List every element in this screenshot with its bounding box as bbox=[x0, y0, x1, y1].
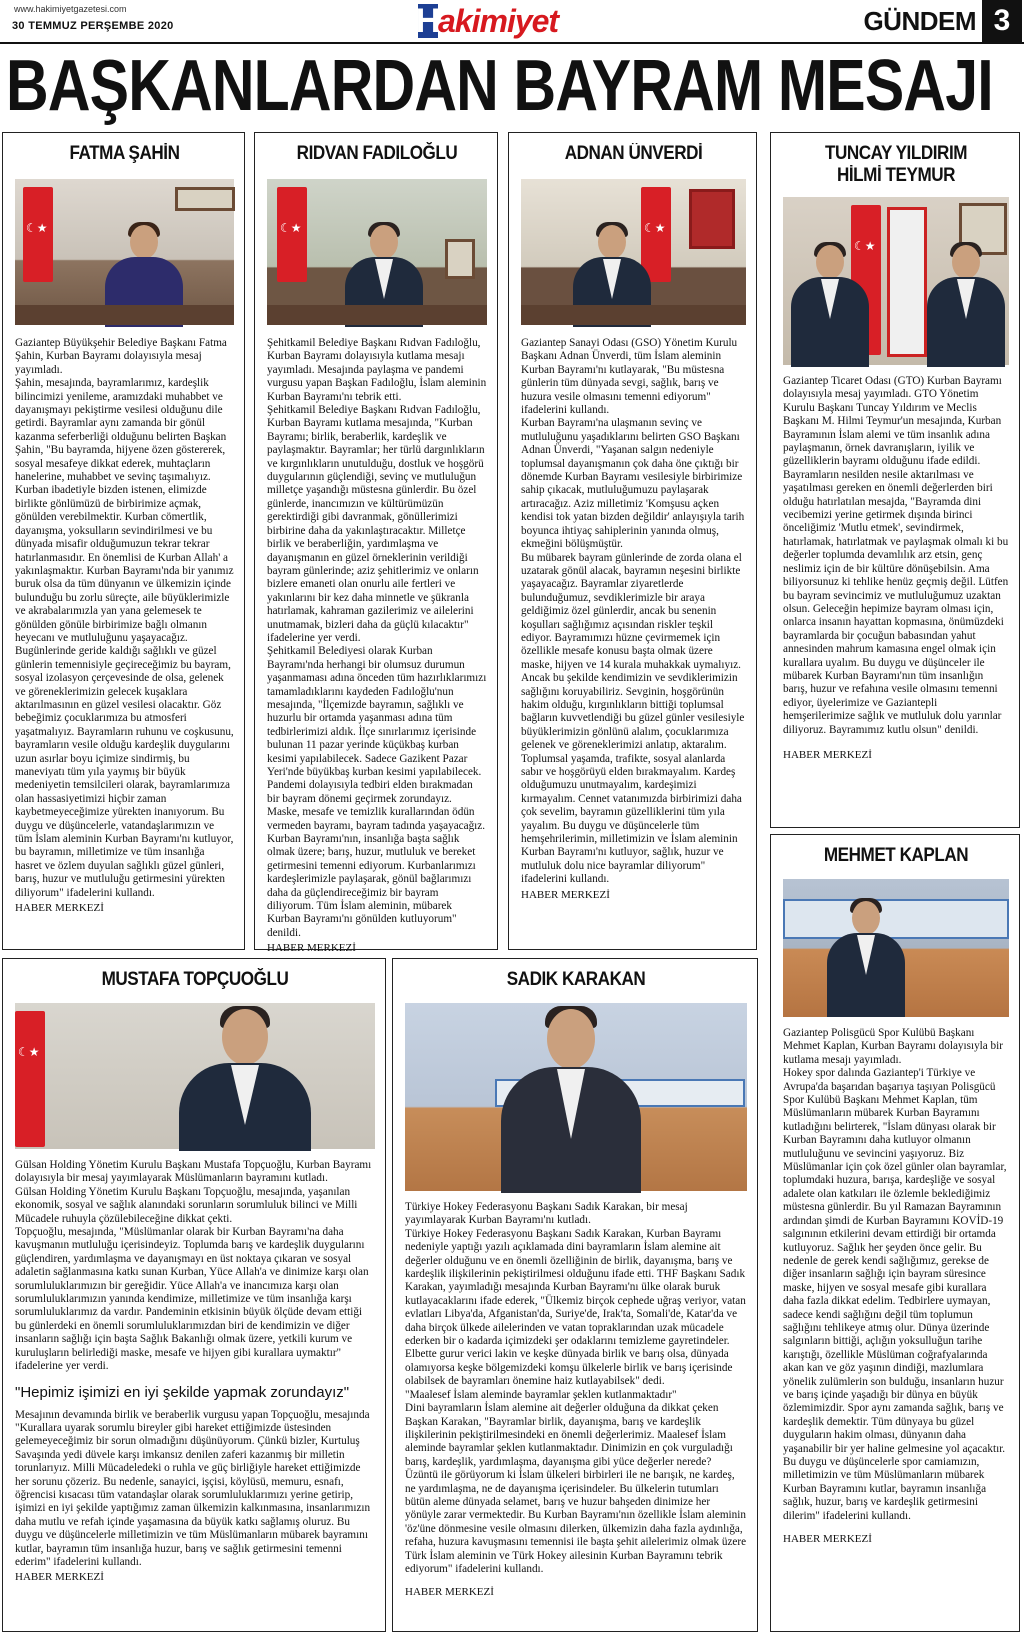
article-ridvan-fadiloglu bbox=[254, 132, 498, 955]
newspaper-logo[interactable] bbox=[415, 1, 604, 40]
article-body: Gaziantep Büyükşehir Belediye Başkanı Fatma Şahin, Kurban Bayramı dolayısıyla mesaj yayımladı. Şahin, mesajında, bayramlarımız, kardeşlik bilincimizi yenileme, aramızdaki muhabbet ve dayanışmayı pekiştirme vesilesi olduğunu dile getirdi. Bayramlar aynı zamanda bir gönül kazanma seferberliği olduğunu belirten Başkan Şahin, "Bu bayramda, hijyene özen göstererek, sosyal mesafeye dikkat ederek, muhtaçların hanelerine, muhabbet ve sevinç taşımalıyız. Kurban ibadetiyle bizden istenen, elimizde birlikte gönlümüzü de birbirimize açmak, gönülden verebilmektir. Kurban cömertlik, dayanışma, yoksulların sevindirilmesi ve bu dünyada misafir olduğumuzun tekrar tekrar hatırlanmasıdır. En önemlisi de Kurban Allah' a yakınlaşmaktır. Kurban Bayramı'nda bir yanımız buruk olsa da tüm dünyanın ve ülkemizin içinde bulunduğu bu zorlu süreçte, aile büyüklerimizle ve akrabalarımızla yan yana gelemesek te gönülden gönüle birbirimize bağlı olmanın heyecanı ve mutluluğunu yaşayacağız. Bugünlerinde geride kaldığı sağlıklı ve güzel günlerin temennisiyle geçireceğimiz bu bayram, sosyal izolasyon çerçevesinde de olsa, gelenek ve göreneklerimizin gelecek kuşaklara aktarılmasının en güzel vesilesi olacaktır. Göz bebeğimiz çocuklarımıza bu atmosferi yaşatmalıyız. Bayramların ruhunu ve coşkusunu, bayramların vesile olduğu kardeşlik duygularını uzun asırlar boyu içimize sindirmiş, bu maneviyatı tüm yıla yaymış bir büyük medeniyetin temsilcileri olarak, bayramlarımıza olan hassasiyetimizi hiçbir zaman kaybetmeyeceğimize yürekten inanıyorum. Bu duygu ve düşüncelerle, vatandaşlarımızın ve tüm İslam aleminin Kurban Bayramı'nı kutluyor, bu bayramın, milletimize ve tüm insanlığa hasret ve özlem duyulan sağlıklı güzel günleri, barış, huzur ve mutluluğu getirmesini yürekten diliyorum" ifadelerini kullandı. bbox=[15, 337, 234, 899]
photo-sadik-karakan bbox=[405, 1003, 747, 1191]
photo-adnan-unverdi bbox=[521, 179, 746, 325]
desk bbox=[267, 305, 487, 325]
article-subheading: "Hepimiz işimizi en iyi şekilde yapmak zorundayız" bbox=[15, 1383, 350, 1401]
person-figure bbox=[175, 1009, 315, 1149]
issue-date: 30 TEMMUZ PERŞEMBE 2020 bbox=[12, 20, 174, 32]
wall-portrait bbox=[445, 239, 475, 279]
wall-emblem bbox=[689, 189, 735, 249]
article-body: Gaziantep Sanayi Odası (GSO) Yönetim Kurulu Başkanı Adnan Ünverdi, tüm İslam aleminin Kurban Bayramı'nı kutlayarak, "Bu müstesna günlerin tüm dünyada sevgi, sağlık, barış ve huzura vesile olmasını temenni ediyorum" ifadelerini kullandı. Kurban Bayramı'na ulaşmanın sevinç ve mutluluğunu yaşadıklarını belirten GSO Başkanı Adnan Ünverdi, "Yaşanan salgın nedeniyle toplumsal dayanışmanın çok daha öne çıktığı bir dönemde Kurban Bayramı vesilesiyle birbirimize sahip çıkacak, mutluluğumuzu paylaşarak artıracağız. Aziz milletimiz 'Komşusu açken kendisi tok yatan bizden değildir' anlayışıyla tarih boyunca ihtiyaç sahiplerinin yanında olmuş, ekmeğini bölüşmüştür. Bu mübarek bayram günlerinde de zorda olana el uzatarak gönül alacak, bayramın neşesini birlikte yaşayacağız. Bayramlar ziyaretlerde bulunduğumuz, sevdiklerimizle bir araya geldiğimiz özel günlerdir, ancak bu senenin koşulları sağlığımız açısından riskler teşkil ediyor. Bayramımızı hüzne çevirmemek için özellikle mesafe konusu başta olmak üzere maske, hijyen ve 14 kurala muhakkak uymalıyız. Ancak bu şekilde kendimizin ve sevdiklerimizin sağlığını koruyabiliriz. Sevginin, hoşgörünün hakim olduğu, kırgınlıkların bittiği toplumsal bağların kuvvetlendiği bu güzel günler vesilesiyle büyüklerimizin gönlünü alalım, çocuklarımıza gelenek ve göreneklerimizi anlatıp, aktaralım. Toplumsal yaşamda, trafikte, sosyal alanlarda sabır ve hoşgörüyü elden bırakmayalım. Kardeş olduğumuzu unutmayalım, kardeşimizi kırmayalım. Cennet vatanımızda birbirimizi daha çok sevelim, bayramın güzelliklerini tüm yıla yayalım. Bu duygu ve düşüncelerle tüm hemşehrilerimin, milletimizin ve İslam aleminin Kurban Bayramı'nı kutluyor, sağlık, huzur ve mutluluk dolu nice bayramlar diliyorum" ifadelerini kullandı. bbox=[521, 337, 745, 886]
article-title-1: TUNCAY YILDIRIM bbox=[824, 143, 968, 164]
turkish-flag-icon bbox=[15, 1011, 45, 1147]
logo-wordmark: akimiyet bbox=[438, 2, 559, 39]
turkish-flag-icon bbox=[277, 187, 307, 282]
article-sadik-karakan bbox=[392, 958, 758, 1632]
gto-emblem-banner bbox=[887, 207, 927, 357]
face bbox=[222, 1009, 268, 1065]
section-label: GÜNDEM bbox=[863, 6, 976, 36]
article-adnan-unverdi bbox=[508, 132, 757, 950]
article-title: ADNAN ÜNVERDİ bbox=[564, 143, 703, 164]
face bbox=[547, 1009, 595, 1069]
face bbox=[370, 225, 398, 259]
article-body: Şehitkamil Belediye Başkanı Rıdvan Fadıloğlu, Kurban Bayramı dolayısıyla kutlama mesajı yayımladı. Mesajında paylaşma ve pandemi vurgusu yapan Başkan Fadıloğlu, İslam aleminin Kurban Bayramı'nı tebrik etti. Şehitkamil Belediye Başkanı Rıdvan Fadıloğlu, Kurban Bayramı kutlama mesajında, "Kurban Bayramı; birlik, beraberlik, kardeşlik ve paylaşmaktır. Bayramlar; her türlü dargınlıkların ve kırgınlıkların unutulduğu, dostluk ve hoşgörü duygularının güçlendiği, sevinç ve mutluluğun milletçe yaşandığı müstesna günlerdir. Bu özel günlerde, inancımızın ve kültürümüzün gerektirdiği gibi davranmak, gönüllerimizi birbirine daha da yakınlaştıracaktır. Milletçe birlik ve beraberliğin, yardımlaşma ve dayanışmanın en güzel örneklerinin verildiği bayram günlerinde; aziz şehitlerimiz ve onların bizlere emaneti olan onurlu aile fertleri ve yakınlarını bir kez daha minnetle ve şükranla hatırlamak, kahraman gazilerimiz ve ailelerini unutmamak, bizleri daha da güçlü kılacaktır" ifadelerine yer verdi. Şehitkamil Belediyesi olarak Kurban Bayramı'nda herhangi bir olumsuz durumun yaşanmaması adına önceden tüm hazırlıklarımızı tamamladıklarını kaydeden Fadıloğlu'nun mesajında, "İlçemizde bayramın, sağlıklı ve huzurlu bir ortamda yaşanması adına tüm tedbirlerimizi aldık. İlçe sınırlarımız içerisinde bulunan 11 pazar yerinde küçükbaş kurban kesimi yapılabilecek. Sadece Gazikent Pazar Yeri'nde büyükbaş kurban kesimi yapılabilecek. Pandemi dolayısıyla tedbiri elden bırakmadan bir bayram dönemi geçirmek zorundayız. Maske, mesafe ve temizlik kurallarından ödün vermeden bayramı, bayram tadında yaşayacağız. Kurban Bayramı'nın, insanlığa başta sağlık olmak üzere; barış, huzur, mutluluk ve bereket getirmesini temenni ediyorum. Kurbanlarımızı kardeşlerimizle paylaşarak, gönül bağlarımızı daha da güçlendireceğimiz bir bayram diliyorum. Tüm İslam aleminin, mübarek Kurban Bayramı'nı gönülden kutluyorum" denildi. bbox=[267, 337, 487, 939]
face bbox=[598, 225, 626, 259]
page-headline: BAŞKANLARDAN BAYRAM MESAJI bbox=[6, 46, 993, 126]
photo-mehmet-kaplan bbox=[783, 879, 1009, 1017]
article-title: FATMA ŞAHİN bbox=[69, 143, 180, 164]
photo-ridvan-fadiloglu bbox=[267, 179, 487, 325]
article-body-part1: Gülsan Holding Yönetim Kurulu Başkanı Mustafa Topçuoğlu, Kurban Bayramı dolayısıyla bir mesaj yayımlayarak Müslümanların bayramını kutladı. Gülsan Holding Yönetim Kurulu Başkanı Topçuoğlu, mesajında, yaşanılan ekonomik, sosyal ve sağlık alanındaki sorunların sorumluluk bilinci ve Milli Mücadele ruhuyla çözülebileceğine dikkat çekti. Topçuoğlu, mesajında, "Müslümanlar olarak bir Kurban Bayramı'na daha kavuşmanın mutluluğu içerisindeyiz. Toplumda barış ve kardeşlik duygularını güçlendiren, yardımlaşma ve dayanışmayı en üst noktaya çıkaran ve sosyal adaletin sağlanmasına katkı sunan Kurban, Yüce Allah'a ve dinimize karşı olan sorumluluklarımızın bir gereğidir. Yüce Allah'a ve inancımıza karşı olan sorumluluklarımızın yanında kendimize, milletimize ve tüm insanlığa karşı sorumluluklarımız da vardır. Pandeminin etkisinin büyük ölçüde devam ettiği bu günlerdeki en önemli sorumluluklarımızdan biri de kendimizin ve diğer insanların sağlığı için başta Sağlık Bakanlığı olmak üzere, yetkili kurum ve kuruluşların belirlediği maske, mesafe ve hijyen gibi kurallara uymaktır" ifadelerine yer verdi. bbox=[15, 1159, 372, 1373]
page-number: 3 bbox=[982, 0, 1022, 42]
person-figure bbox=[823, 901, 907, 1017]
desk bbox=[15, 305, 234, 325]
face bbox=[952, 245, 980, 279]
person-figure bbox=[495, 1009, 645, 1191]
logo-h-mark: H bbox=[415, 1, 441, 40]
article-fatma-sahin bbox=[2, 132, 245, 950]
person-figure-left bbox=[787, 245, 871, 365]
byline: HABER MERKEZİ bbox=[267, 942, 356, 955]
byline: HABER MERKEZİ bbox=[405, 1586, 494, 1599]
byline: HABER MERKEZİ bbox=[783, 748, 872, 761]
byline: HABER MERKEZİ bbox=[783, 1533, 872, 1546]
face bbox=[852, 901, 880, 935]
article-gto bbox=[770, 132, 1020, 828]
byline: HABER MERKEZİ bbox=[15, 1571, 104, 1584]
turkish-flag-icon bbox=[23, 187, 53, 282]
person-figure-right bbox=[923, 245, 1007, 365]
article-title: SADIK KARAKAN bbox=[506, 969, 646, 990]
site-url[interactable]: www.hakimiyetgazetesi.com bbox=[14, 4, 127, 14]
wall-portrait bbox=[175, 187, 235, 211]
article-body: Gaziantep Polisgücü Spor Kulübü Başkanı Mehmet Kaplan, Kurban Bayramı dolayısıyla bir kutlama mesajı yayımladı. Hokey spor dalında Gaziantep'i Türkiye ve Avrupa'da başarıdan başarıya taşıyan Polisgücü Spor Kulübü Başkanı Mehmet Kaplan, tüm Müslümanların mübarek Kurban Bayramını kutladığını belirterek, "İslam dünyası olarak bir Kurban Bayramını daha kutluyor olmanın mutluluğunu ve sevincini yaşıyoruz. Biz Müslümanlar için çok özel günler olan bayramlar, toplumdaki huzura, barışa, kardeşliğe ve sosyal adalete olan katkıları ile özlemle beklediğimiz müstesna günlerdir. Bu yıl Ramazan Bayramının ardından şimdi de Kurban Bayramını KOVİD-19 salgınının etkilerini devam ettirdiği bir ortamda kutluyoruz. Sağlık her şeyden önce gelir. Bu nedenle de gerek kendi sağlığımız, gerekse de diğer insanların sağlığı için bayram süresince maske, hijyen ve sosyal mesafe gibi kurallara daha fazla dikkat edelim. Tedbirlere uymayan, sadece kendi sağlığını değil tüm toplumun sağlığını tehlikeye atmış olur. Dünya üzerinde salgınların bittiği, açlığın yoksulluğun tarihe karıştığı, özellikle Müslüman coğrafyalarında akan kan ve göz yaşının dindiği, mazlumlara yönelik zulümlerin son bulduğu, insanların huzur ve barış içinde yaşadığı bir dünya en büyük özlemimizdir. Spor aynı zamanda sağlık, barış ve kardeşlik demektir. Tüm dünyaya bu güzel duyguların hakim olması, dünyanın daha yaşanabilir bir yer haline gelmesine yol açacaktır. Bu duygu ve düşüncelerle spor camiamızın, milletimizin ve tüm Müslümanların mübarek Kurban Bayramını kutlar, bayramın insanlığa sağlık, huzur, barış ve kardeşlik getirmesini dilerim" ifadelerini kullandı. bbox=[783, 1027, 1007, 1522]
article-title: MEHMET KAPLAN bbox=[823, 845, 969, 866]
byline: HABER MERKEZİ bbox=[521, 888, 610, 901]
article-body: Türkiye Hokey Federasyonu Başkanı Sadık Karakan, bir mesaj yayımlayarak Kurban Bayramı'nı kutladı. Türkiye Hokey Federasyonu Başkanı Sadık Karakan, Kurban Bayramı nedeniyle yaptığı yazılı açıklamada dini bayramların İslam alemine ait değerler olduğunu ve en önemli özelliğinin de birlik, dayanışma, barış ve kardeşlik ilişkilerinin pekiştirilmesi olduğunu ifade etti. THF Başkanı Sadık Karakan, yayımladığı mesajında Kurban Bayramı'nı ülke olarak buruk kutlayacaklarını ifade ederek, "Ülkemiz birçok cephede uğraş veriyor, vatan evlatları Libya'da, Afganistan'da, Suriye'de, Irak'ta, Somali'de, Katar'da ve daha birçok ülkede ailelerinden ve vatan topraklarından uzak mücadele ederken bir o kadarda içimizdeki şer odaklarını temizleme gayretindeler. Elbette gurur verici lakin ve keşke dünyada birlik ve barış olsa, dünyada olamıyorsa keşke bölgemizdeki komşu ülkelerle birlik ve barış içerisinde olabilsek de bayramları önemine haiz kutlayabilsek" dedi. "Maalesef İslam aleminde bayramlar şeklen kutlanmaktadır" Dini bayramların İslam alemine ait değerler olduğuna da dikkat çeken Başkan Karakan, "Bayramlar birlik, dayanışma, barış ve kardeşlik ilişkilerinin pekiştirilmesindeki en önemli değerlerimiz. Maalesef İslam aleminde bayramlar şeklen kutlanmaktadır. Dinimizin en çok vurguladığı barış, kardeşlik, yardımlaşma, dayanışma gibi yüce değerler nerede? Üzüntü ile görüyorum ki İslam ülkeleri birbirleri ile ne barışık, ne kardeş, ne yardımlaşma, ne de dayanışma içerisindeler. Bu ülkelerin tutumları bütün aleme dünyada selamet, barış ve huzur bahşeden dinimize her yönüyle zarar vermektedir. Bu Kurban Bayramı'nın özellikle İslam aleminin 'öz'üne dönmesine vesile olmasını dilerken, ülkemizin daha fazla aydınlığa, refaha, huzura kavuşmasını temennisi ile başta şehit ailelerimiz olmak üzere Türk İslam aleminin ve Türk Hokey ailesinin Kurban Bayramını tebrik ediyorum" ifadelerini kullandı. bbox=[405, 1201, 747, 1575]
article-title: MUSTAFA TOPÇUOĞLU bbox=[101, 969, 289, 990]
byline: HABER MERKEZİ bbox=[15, 902, 104, 915]
article-mehmet-kaplan bbox=[770, 834, 1020, 1632]
article-mustafa-topcuoglu bbox=[2, 958, 386, 1632]
desk bbox=[521, 305, 746, 325]
article-body-part2: Mesajının devamında birlik ve beraberlik vurgusu yapan Topçuoğlu, mesajında "Kurallara uyarak sorumlu bireyler gibi hareket ettiğimizde üstesinden gelemeyeceğimiz bir sorun olmadığını düşünüyorum. Çünkü bizler, Kurtuluş Savaşında yedi düvele karşı imkansız denilen zaferi kazanmış bir milletin torunlarıyız. Milli Mücadeledeki o ruhla ve güç birliğiyle hareket ettiğimizde her sorunu çözeriz. Bu nedenle, sanayici, işçisi, köylüsü, memuru, esnafı, öğrencisi kısacası tüm vatandaşlar olarak sorumluluklarımızı yerine getirip, işimizi en iyi şekilde yaptığımız zaman ülkemizin kalkınmasına, insanlarımızın daha mutlu ve refah içinde yaşamasına da büyük katkı sağlamış oluruz. Bu duygu ve düşüncelerle milletimizin ve tüm Müslümanların mübarek bayramını kutlar, bayramın tüm insanlığa huzur, barış ve sağlık getirmesini temenni ederim" ifadelerini kullandı. bbox=[15, 1408, 371, 1568]
masthead bbox=[0, 0, 1024, 44]
face bbox=[130, 225, 158, 259]
photo-gto-leaders bbox=[783, 197, 1009, 365]
face bbox=[816, 245, 844, 279]
article-body: Gaziantep Ticaret Odası (GTO) Kurban Bayramı dolayısıyla mesaj yayımladı. GTO Yönetim Kurulu Başkanı Tuncay Yıldırım ve Meclis Başkanı M. Hilmi Teymur'un mesajında, Kurban Bayramının İslam alemi ve tüm insanlık adına paylaşmanın, örnek davranışların, iyilik ve güzelliklerin bayramı olduğunu ifade edildi. Bayramların nesilden nesile aktarılması ve yaşatılması gereken en önemli değerlerden biri olduğu hatırlatılan mesajda, "Bayramda dini vecibemizi yerine getirmek dışında birinci önceliğimiz 'Mutlu etmek', sevindirmek, hatırlamak, hatırlatmak ve paylaşmak olmalı ki bu değerler toplumda devamlılık arz etsin, genç neslimiz için de bir kültüre dönüşebilsin. Ama biliyorsunuz ki tehlike henüz geçmiş değil. Lütfen bu bayram sevincimiz ve mutluluğumuz uzaktan olsun. Geleceğin hepimize bayram olması için, onlarca insanın hayattan kopmasına, önümüzdeki bayramlarda bir çocuğun babasından yahut annesinden mahrum kamasına engel olmak için kurallara uyalım. Bu duygu ve düşünceler ile mübarek Kurban Bayramı'nın tüm insanlığın barış, huzur ve refahına vesile olmasını temenni ediyor, üyelerimize ve Gaziantepli hemşerilerimize sağlık ve mutluluk dolu yarınlar diliyoruz. Bayramımız kutlu olsun" denildi. bbox=[783, 375, 1009, 736]
article-title: RIDVAN FADILOĞLU bbox=[296, 143, 458, 164]
article-title-2: HİLMİ TEYMUR bbox=[836, 165, 956, 186]
photo-fatma-sahin bbox=[15, 179, 234, 325]
photo-mustafa-topcuoglu bbox=[15, 1003, 375, 1149]
